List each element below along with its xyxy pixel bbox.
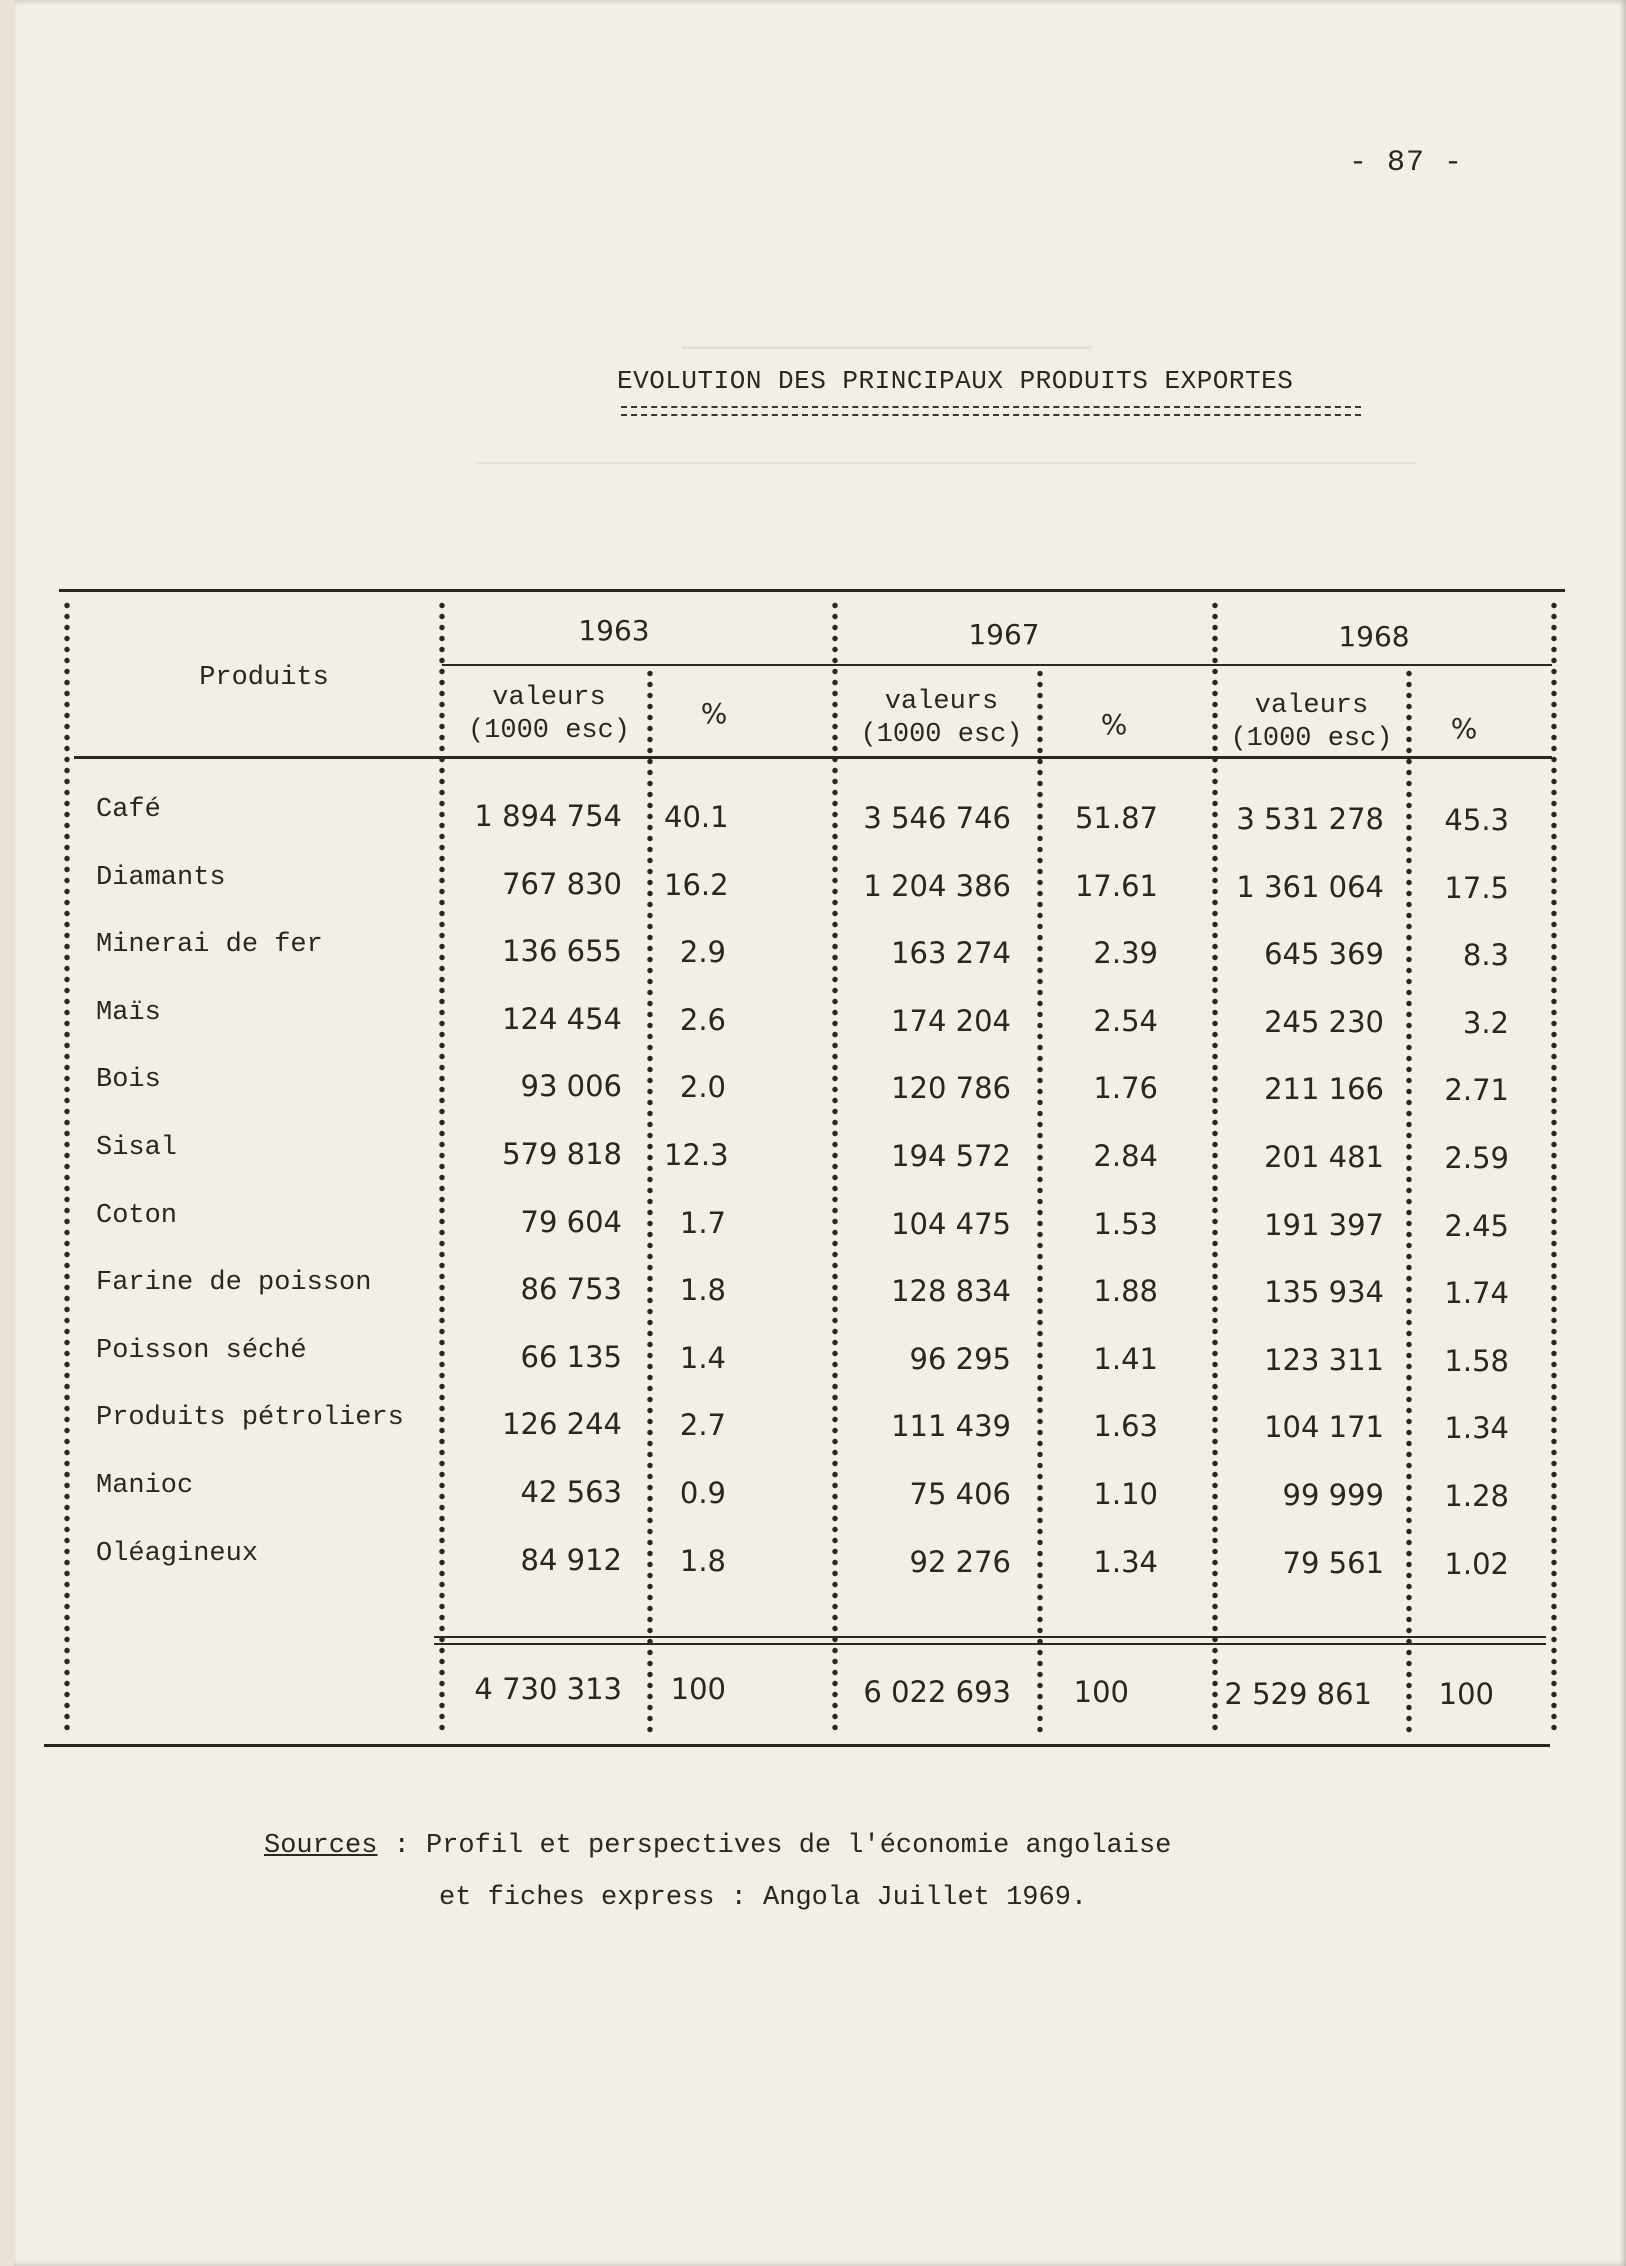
cell-pct-1967: 2.39: [1093, 936, 1158, 971]
product-label: Diamants: [96, 863, 226, 893]
cell-pct-1963: 40.1: [664, 799, 729, 834]
product-label: Poisson séché: [96, 1336, 307, 1366]
cell-value-1963: 126 244: [502, 1407, 622, 1441]
cell-value-1963: 66 135: [520, 1340, 622, 1374]
header-year-1963: 1963: [578, 614, 650, 647]
cell-value-1967: 111 439: [891, 1408, 1011, 1443]
cell-pct-1967: 1.10: [1093, 1477, 1158, 1512]
product-label: Farine de poisson: [96, 1268, 372, 1298]
cell-value-1967: 96 295: [909, 1341, 1011, 1376]
cell-pct-1967: 51.87: [1074, 801, 1158, 836]
year-underline-rule: [442, 664, 1552, 666]
cell-pct-1963: 1.8: [679, 1272, 726, 1307]
cell-value-1967: 3 546 746: [863, 800, 1011, 835]
cell-value-1963: 42 563: [520, 1475, 622, 1509]
cell-value-1963: 79 604: [520, 1205, 622, 1239]
cell-pct-1968: 1.74: [1444, 1276, 1509, 1310]
sources-line1: : Profil et perspectives de l'économie angolaise: [393, 1831, 1172, 1861]
total-pct-1963: 100: [670, 1672, 726, 1706]
cell-pct-1968: 1.28: [1444, 1479, 1509, 1513]
cell-pct-1963: 0.9: [679, 1475, 726, 1510]
cell-pct-1968: 8.3: [1462, 938, 1509, 972]
cell-value-1967: 120 786: [891, 1070, 1011, 1105]
cell-pct-1963: 1.8: [679, 1543, 726, 1578]
cell-value-1968: 3 531 278: [1236, 802, 1384, 837]
cell-pct-1968: 1.02: [1444, 1547, 1509, 1581]
cell-pct-1968: 45.3: [1444, 803, 1509, 837]
cell-pct-1967: 1.34: [1093, 1545, 1158, 1580]
sources-note: [264, 1820, 1171, 1924]
cell-value-1963: 579 818: [502, 1137, 622, 1171]
bleed-through-shadow: [476, 432, 1416, 464]
cell-pct-1967: 1.88: [1093, 1274, 1158, 1309]
cell-value-1967: 75 406: [909, 1476, 1011, 1511]
header-bottom-rule: [74, 756, 1552, 759]
cell-value-1967: 194 572: [891, 1138, 1011, 1173]
cell-value-1963: 1 894 754: [474, 799, 622, 833]
cell-pct-1968: 17.5: [1444, 871, 1509, 905]
cell-pct-1967: 1.41: [1093, 1342, 1158, 1377]
cell-value-1963: 767 830: [502, 867, 622, 901]
cell-pct-1963: 1.7: [679, 1205, 726, 1240]
total-separator-rule-2: [434, 1643, 1546, 1645]
cell-pct-1967: 2.54: [1093, 1004, 1158, 1039]
table-top-rule: [59, 589, 1565, 592]
cell-value-1968: 104 171: [1264, 1410, 1384, 1445]
product-label: Bois: [96, 1065, 161, 1095]
cell-value-1968: 645 369: [1264, 937, 1384, 972]
cell-value-1967: 163 274: [891, 935, 1011, 970]
cell-value-1968: 211 166: [1264, 1072, 1384, 1107]
header-pct-1968: %: [1450, 712, 1478, 745]
cell-value-1967: 128 834: [891, 1273, 1011, 1308]
sources-label: Sources: [264, 1831, 378, 1861]
column-separator: [1406, 668, 1412, 1735]
cell-pct-1968: 2.59: [1444, 1141, 1509, 1175]
header-products: Produits: [199, 663, 329, 693]
cell-value-1963: 136 655: [502, 934, 622, 968]
cell-pct-1968: 2.71: [1444, 1073, 1509, 1107]
cell-pct-1963: 2.0: [679, 1069, 726, 1104]
cell-value-1967: 174 204: [891, 1003, 1011, 1038]
header-values-line1: valeurs: [1254, 691, 1369, 721]
product-label: Minerai de fer: [96, 930, 323, 960]
cell-pct-1963: 2.7: [679, 1407, 726, 1442]
product-label: Oléagineux: [96, 1539, 259, 1569]
title-double-underline: [621, 406, 1361, 416]
header-values-line1: valeurs: [884, 687, 999, 717]
header-values-line1: valeurs: [492, 683, 606, 713]
cell-pct-1968: 3.2: [1462, 1006, 1509, 1040]
cell-value-1968: 1 361 064: [1236, 870, 1384, 905]
product-label: Manioc: [96, 1471, 194, 1501]
header-pct-1963: %: [700, 697, 728, 730]
cell-value-1968: 201 481: [1264, 1140, 1384, 1175]
product-label: Sisal: [96, 1133, 178, 1163]
cell-pct-1967: 17.61: [1074, 869, 1158, 904]
cell-pct-1967: 2.84: [1093, 1139, 1158, 1174]
cell-value-1968: 123 311: [1264, 1343, 1384, 1378]
product-label: Café: [96, 795, 161, 825]
header-values-1967: [844, 686, 1039, 752]
column-separator: [647, 668, 653, 1735]
cell-value-1963: 124 454: [502, 1002, 622, 1036]
cell-value-1968: 135 934: [1264, 1275, 1384, 1310]
cell-value-1967: 92 276: [909, 1544, 1011, 1579]
header-year-1967: 1967: [968, 618, 1040, 651]
cell-value-1967: 1 204 386: [863, 868, 1011, 903]
header-values-line2: (1000 esc): [860, 720, 1023, 750]
header-values-1963: [454, 682, 644, 748]
product-label: Coton: [96, 1201, 178, 1231]
cell-value-1968: 99 999: [1282, 1478, 1384, 1513]
cell-value-1968: 191 397: [1264, 1208, 1384, 1243]
header-year-1968: 1968: [1338, 620, 1410, 653]
cell-pct-1963: 2.6: [679, 1002, 726, 1037]
cell-pct-1963: 16.2: [664, 867, 729, 902]
total-separator-rule: [434, 1636, 1546, 1638]
cell-value-1963: 84 912: [520, 1543, 622, 1577]
product-label: Maïs: [96, 998, 161, 1028]
column-separator: [64, 600, 70, 1735]
total-pct-1967: 100: [1073, 1675, 1129, 1709]
table-bottom-rule: [44, 1744, 1550, 1747]
total-pct-1968: 100: [1438, 1677, 1494, 1711]
cell-pct-1968: 1.34: [1444, 1411, 1509, 1445]
cell-pct-1963: 1.4: [679, 1340, 726, 1375]
cell-value-1963: 93 006: [520, 1069, 622, 1103]
product-label: Produits pétroliers: [96, 1403, 404, 1433]
header-pct-1967: %: [1100, 708, 1128, 741]
table-title: EVOLUTION DES PRINCIPAUX PRODUITS EXPORTES: [617, 366, 1294, 396]
header-values-1968: [1214, 690, 1409, 756]
total-value-1967: 6 022 693: [863, 1675, 1011, 1709]
cell-pct-1968: 1.58: [1444, 1344, 1509, 1378]
cell-value-1963: 86 753: [520, 1272, 622, 1306]
cell-pct-1967: 1.76: [1093, 1071, 1158, 1106]
cell-pct-1967: 1.63: [1093, 1409, 1158, 1444]
column-separator: [1551, 600, 1557, 1735]
header-values-line2: (1000 esc): [1230, 724, 1393, 754]
header-values-line2: (1000 esc): [467, 716, 631, 746]
cell-value-1968: 79 561: [1282, 1546, 1384, 1581]
cell-pct-1967: 1.53: [1093, 1207, 1158, 1242]
column-separator: [1037, 668, 1043, 1735]
cell-pct-1963: 2.9: [679, 934, 726, 969]
document-page: [14, 0, 1626, 2266]
cell-pct-1963: 12.3: [664, 1137, 729, 1172]
total-value-1968: 2 529 861: [1224, 1677, 1372, 1711]
cell-value-1968: 245 230: [1264, 1005, 1384, 1040]
bleed-through-shadow: [682, 318, 1092, 349]
total-value-1963: 4 730 313: [474, 1672, 622, 1706]
sources-line2: et fiches express : Angola Juillet 1969.: [439, 1883, 1088, 1913]
cell-value-1967: 104 475: [891, 1206, 1011, 1241]
cell-pct-1968: 2.45: [1444, 1209, 1509, 1243]
page-number: - 87 -: [1349, 146, 1464, 180]
